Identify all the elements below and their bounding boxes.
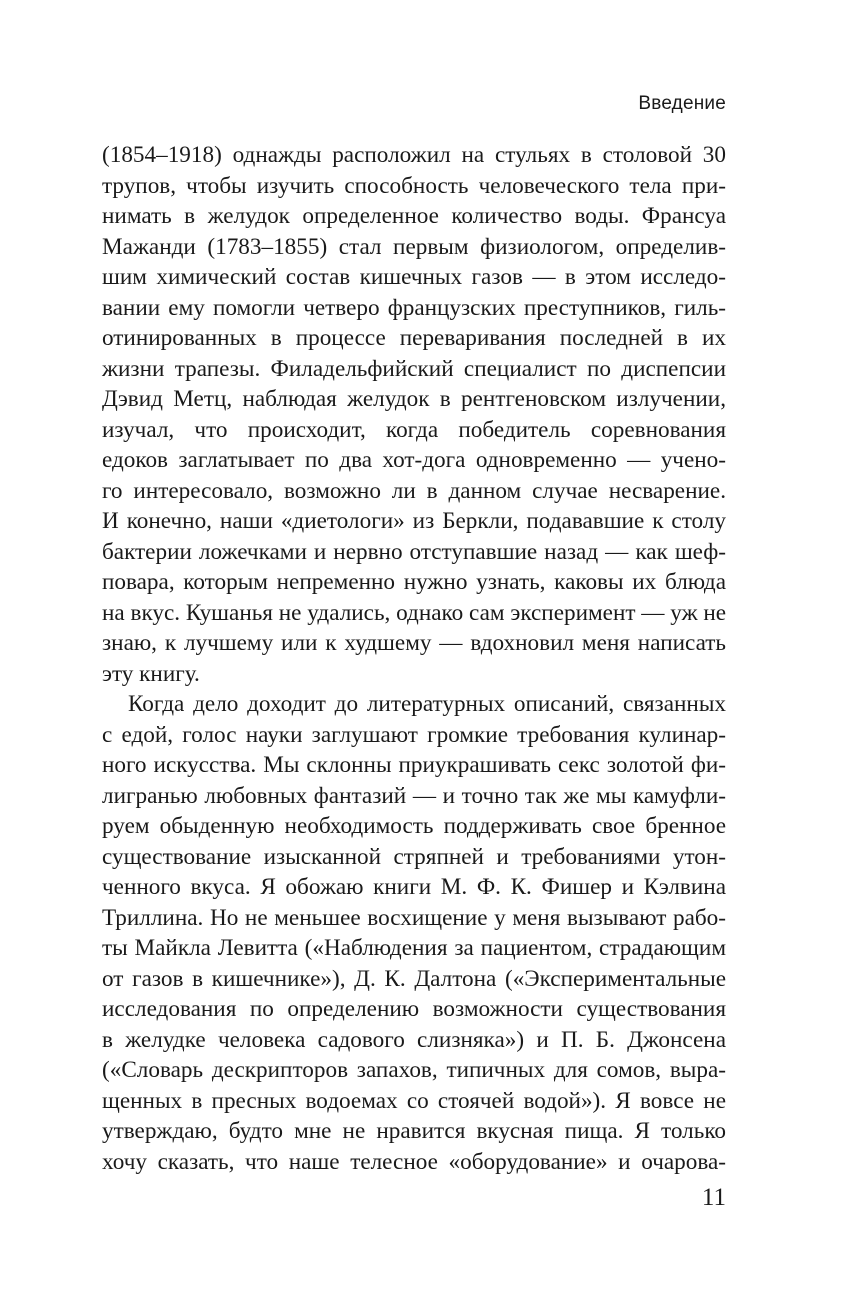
text-line: утверждаю, будто мне не нравится вкусная пища. Я только — [102, 1118, 726, 1144]
text-line: шим химический состав кишечных газов — в этом исследо- — [102, 264, 726, 290]
text-line: бактерии ложечками и нервно отступавшие назад — как шеф- — [102, 538, 726, 565]
paragraph-1 — [102, 140, 726, 689]
text-line: нимать в желудок определенное количество воды. Франсуа — [102, 203, 726, 229]
text-line: жизни трапезы. Филадельфийский специалист по диспепсии — [102, 355, 726, 382]
paragraph-2 — [102, 689, 726, 1177]
running-head: Введение — [638, 93, 726, 114]
page-number: 11 — [701, 1184, 726, 1211]
text-line: щенных в пресных водоемах со стоячей водой»). Я вовсе не — [102, 1087, 726, 1114]
text-line: вании ему помогли четверо французских преступников, гиль- — [102, 294, 726, 321]
text-line: повара, которым непременно нужно узнать, каковы их блюда — [102, 569, 726, 595]
text-line: руем обыденную необходимость поддерживать свое бренное — [102, 813, 726, 839]
text-line: на вкус. Кушанья не удались, однако сам эксперимент — уж не — [102, 599, 727, 626]
text-line: отинированных в процессе переваривания последней в их — [102, 325, 726, 351]
text-line: знаю, к лучшему или к худшему — вдохновил меня написать — [102, 630, 726, 656]
text-line: Мажанди (1783–1855) стал первым физиологом, определив- — [102, 233, 726, 260]
text-line: го интересовало, возможно ли в данном случае несварение. — [102, 477, 726, 504]
text-line: ты Майкла Левитта («Наблюдения за пациентом, страдающим — [102, 935, 726, 961]
text-line: (1854–1918) однажды расположил на стульях в столовой 30 — [102, 142, 726, 168]
text-line: от газов в кишечнике»), Д. К. Далтона («Экспериментальные — [102, 965, 726, 992]
text-line: эту книгу. — [102, 660, 200, 687]
text-line: Триллина. Но не меньшее восхищение у меня вызывают рабо- — [102, 904, 726, 931]
text-line: с едой, голос науки заглушают громкие требования кулинар- — [102, 721, 726, 748]
text-line: И конечно, наши «диетологи» из Беркли, подававшие к столу — [102, 508, 726, 534]
text-line: («Словарь дескрипторов запахов, типичных для сомов, выра- — [102, 1057, 726, 1083]
text-line: Дэвид Метц, наблюдая желудок в рентгеновском излучении, — [102, 386, 726, 412]
text-line: лигранью любовных фантазий — и точно так же мы камуфли- — [102, 782, 726, 809]
text-line: ного искусства. Мы склонны приукрашивать секс золотой фи- — [102, 752, 726, 778]
text-line: Когда дело доходит до литературных описаний, связанных — [128, 691, 726, 717]
text-line: изучал, что происходит, когда победитель соревнования — [102, 416, 726, 443]
text-line: едоков заглатывает по два хот-дога одновременно — учено- — [102, 447, 726, 473]
text-line: исследования по определению возможности существования — [102, 996, 726, 1022]
body-text — [102, 140, 726, 1177]
text-line: ченного вкуса. Я обожаю книги М. Ф. К. Фишер и Кэлвина — [102, 874, 726, 900]
text-line: хочу сказать, что наше телесное «оборудование» и очарова- — [102, 1148, 726, 1175]
text-line: существование изысканной стряпней и требованиями утон- — [102, 843, 726, 870]
text-line: в желудке человека садового слизняка») и П. Б. Джонсена — [102, 1026, 726, 1053]
text-line: трупов, чтобы изучить способность человеческого тела при- — [102, 172, 726, 199]
